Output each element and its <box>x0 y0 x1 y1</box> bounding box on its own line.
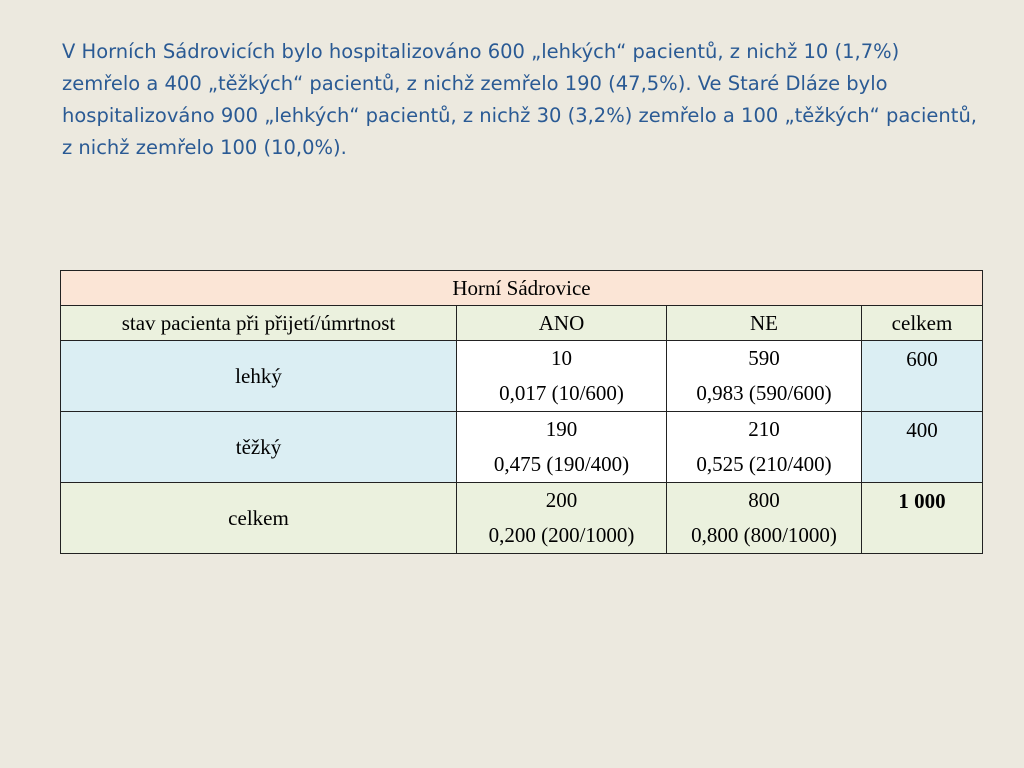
row-label-tezky: těžký <box>61 412 457 483</box>
table-row <box>61 412 983 483</box>
ne-cell <box>667 483 862 554</box>
ne-rate: 0,983 (590/600) <box>696 381 832 405</box>
ne-cell <box>667 341 862 412</box>
grand-total: 1 000 <box>862 483 983 554</box>
table-header-row <box>61 306 983 341</box>
ano-cell <box>457 412 667 483</box>
intro-paragraph: V Horních Sádrovicích bylo hospitalizováno 600 „lehkých“ pacientů, z nichž 10 (1,7%) zemřelo a 400 „těžkých“ pacientů, z nichž zemřelo 190 (47,5%). Ve Staré Dláze bylo hospitalizováno 900 „lehkých“ pacientů, z nichž 30 (3,2%) zemřelo a 100 „těžkých“ pacientů, z nichž zemřelo 100 (10,0%). <box>62 40 977 159</box>
ne-rate: 0,525 (210/400) <box>696 452 832 476</box>
ne-count: 210 <box>748 417 780 441</box>
table-title-row <box>61 271 983 306</box>
header-status: stav pacienta při přijetí/úmrtnost <box>61 306 457 341</box>
header-ano: ANO <box>457 306 667 341</box>
ano-rate: 0,200 (200/1000) <box>488 523 635 547</box>
table-title: Horní Sádrovice <box>61 271 983 306</box>
row-total: 400 <box>862 412 983 483</box>
ano-rate: 0,475 (190/400) <box>493 452 630 476</box>
row-total: 600 <box>862 341 983 412</box>
ano-count: 10 <box>551 346 572 370</box>
row-label-lehky: lehký <box>61 341 457 412</box>
ne-count: 590 <box>748 346 780 370</box>
ne-rate: 0,800 (800/1000) <box>691 523 837 547</box>
header-ne: NE <box>667 306 862 341</box>
ano-count: 200 <box>545 488 578 512</box>
mortality-table <box>60 270 983 554</box>
table-row <box>61 483 983 554</box>
ano-cell <box>457 341 667 412</box>
ano-cell <box>457 483 667 554</box>
ne-cell <box>667 412 862 483</box>
table-row <box>61 341 983 412</box>
row-label-celkem: celkem <box>61 483 457 554</box>
ano-rate: 0,017 (10/600) <box>499 381 624 405</box>
header-total: celkem <box>862 306 983 341</box>
ne-count: 800 <box>748 488 780 512</box>
ano-count: 190 <box>545 417 578 441</box>
